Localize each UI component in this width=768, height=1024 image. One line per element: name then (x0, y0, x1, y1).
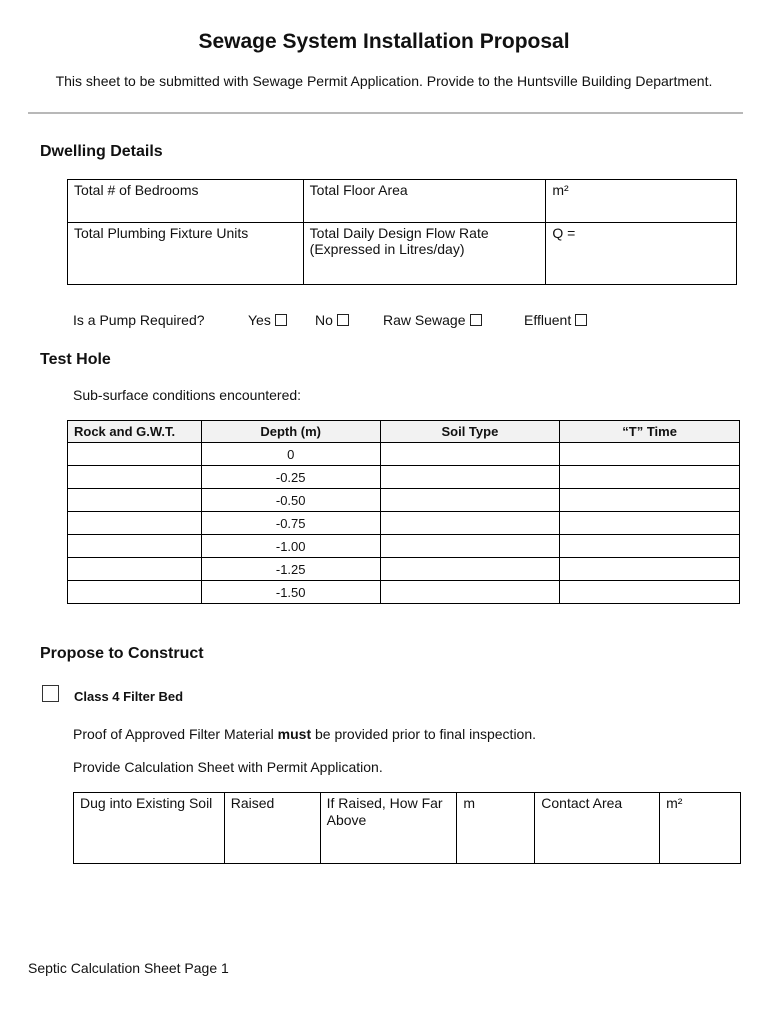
pump-option-label: Effluent (524, 312, 572, 328)
filter-material-note (73, 726, 536, 742)
table-row (68, 535, 740, 558)
t-time-cell[interactable] (560, 489, 740, 512)
class-4-filter-bed-checkbox[interactable] (42, 685, 59, 702)
pump-option-raw-sewage[interactable] (383, 312, 482, 328)
table-row (68, 180, 737, 223)
checkbox-icon[interactable] (575, 314, 587, 326)
table-row (68, 223, 737, 285)
t-time-cell[interactable] (560, 558, 740, 581)
table-row (68, 558, 740, 581)
rock-cell[interactable] (68, 558, 202, 581)
rock-cell[interactable] (68, 489, 202, 512)
table-row (68, 489, 740, 512)
depth-cell: -1.25 (201, 558, 380, 581)
fixture-units-cell[interactable]: Total Plumbing Fixture Units (68, 223, 304, 285)
note-emphasis: must (277, 726, 312, 742)
soil-type-cell[interactable] (380, 466, 560, 489)
depth-cell: -0.50 (201, 489, 380, 512)
rock-cell[interactable] (68, 443, 202, 466)
raised-cell[interactable]: Raised (224, 793, 320, 864)
t-time-cell[interactable] (560, 581, 740, 604)
table-row (68, 443, 740, 466)
depth-cell: 0 (201, 443, 380, 466)
t-time-cell[interactable] (560, 535, 740, 558)
test-hole-table (67, 420, 740, 604)
raised-height-cell[interactable]: If Raised, How Far Above (320, 793, 457, 864)
checkbox-icon[interactable] (470, 314, 482, 326)
dug-into-soil-cell[interactable]: Dug into Existing Soil (74, 793, 225, 864)
pump-question: Is a Pump Required? (73, 312, 205, 328)
checkbox-icon[interactable] (275, 314, 287, 326)
table-row (68, 512, 740, 535)
table-row (68, 466, 740, 489)
rock-cell[interactable] (68, 512, 202, 535)
header-divider (28, 112, 743, 114)
page-footer: Septic Calculation Sheet Page 1 (28, 960, 229, 976)
column-header-soil-type: Soil Type (380, 421, 560, 443)
flow-rate-cell[interactable]: Total Daily Design Flow Rate (Expressed in Litres/day) (303, 223, 546, 285)
depth-cell: -1.50 (201, 581, 380, 604)
bedrooms-cell[interactable]: Total # of Bedrooms (68, 180, 304, 223)
flow-rate-q-cell[interactable]: Q = (546, 223, 737, 285)
pump-option-yes[interactable] (248, 312, 287, 328)
pump-option-effluent[interactable] (524, 312, 587, 328)
depth-cell: -0.75 (201, 512, 380, 535)
note-text: be provided prior to final inspection. (311, 726, 537, 742)
dwelling-details-heading: Dwelling Details (40, 143, 163, 160)
test-hole-intro: Sub-surface conditions encountered: (73, 387, 302, 403)
table-row (74, 793, 741, 864)
soil-type-cell[interactable] (380, 558, 560, 581)
rock-cell[interactable] (68, 466, 202, 489)
rock-cell[interactable] (68, 581, 202, 604)
table-header-row (68, 421, 740, 443)
pump-option-label: Raw Sewage (383, 312, 466, 328)
floor-area-unit-cell[interactable]: m² (546, 180, 737, 223)
class-4-filter-bed-label: Class 4 Filter Bed (74, 689, 184, 704)
soil-type-cell[interactable] (380, 512, 560, 535)
contact-area-unit-cell[interactable]: m² (660, 793, 741, 864)
pump-option-label: Yes (248, 312, 271, 328)
column-header-t-time: “T” Time (560, 421, 740, 443)
soil-type-cell[interactable] (380, 443, 560, 466)
contact-area-cell[interactable]: Contact Area (535, 793, 660, 864)
t-time-cell[interactable] (560, 443, 740, 466)
checkbox-icon[interactable] (337, 314, 349, 326)
t-time-cell[interactable] (560, 512, 740, 535)
filter-bed-table (73, 792, 741, 864)
page-subtitle: This sheet to be submitted with Sewage Permit Application. Provide to the Huntsville Building Department. (55, 73, 713, 89)
depth-cell: -0.25 (201, 466, 380, 489)
column-header-rock: Rock and G.W.T. (68, 421, 202, 443)
page-title: Sewage System Installation Proposal (198, 30, 570, 53)
soil-type-cell[interactable] (380, 581, 560, 604)
test-hole-heading: Test Hole (40, 351, 111, 368)
pump-option-no[interactable] (315, 312, 349, 328)
calculation-sheet-note: Provide Calculation Sheet with Permit Application. (73, 759, 383, 775)
propose-to-construct-heading: Propose to Construct (40, 645, 204, 662)
floor-area-cell[interactable]: Total Floor Area (303, 180, 546, 223)
column-header-depth: Depth (m) (201, 421, 380, 443)
dwelling-details-table (67, 179, 737, 285)
soil-type-cell[interactable] (380, 489, 560, 512)
table-row (68, 581, 740, 604)
pump-option-label: No (315, 312, 333, 328)
rock-cell[interactable] (68, 535, 202, 558)
depth-cell: -1.00 (201, 535, 380, 558)
height-unit-cell[interactable]: m (457, 793, 535, 864)
soil-type-cell[interactable] (380, 535, 560, 558)
note-text: Proof of Approved Filter Material (73, 726, 278, 742)
t-time-cell[interactable] (560, 466, 740, 489)
